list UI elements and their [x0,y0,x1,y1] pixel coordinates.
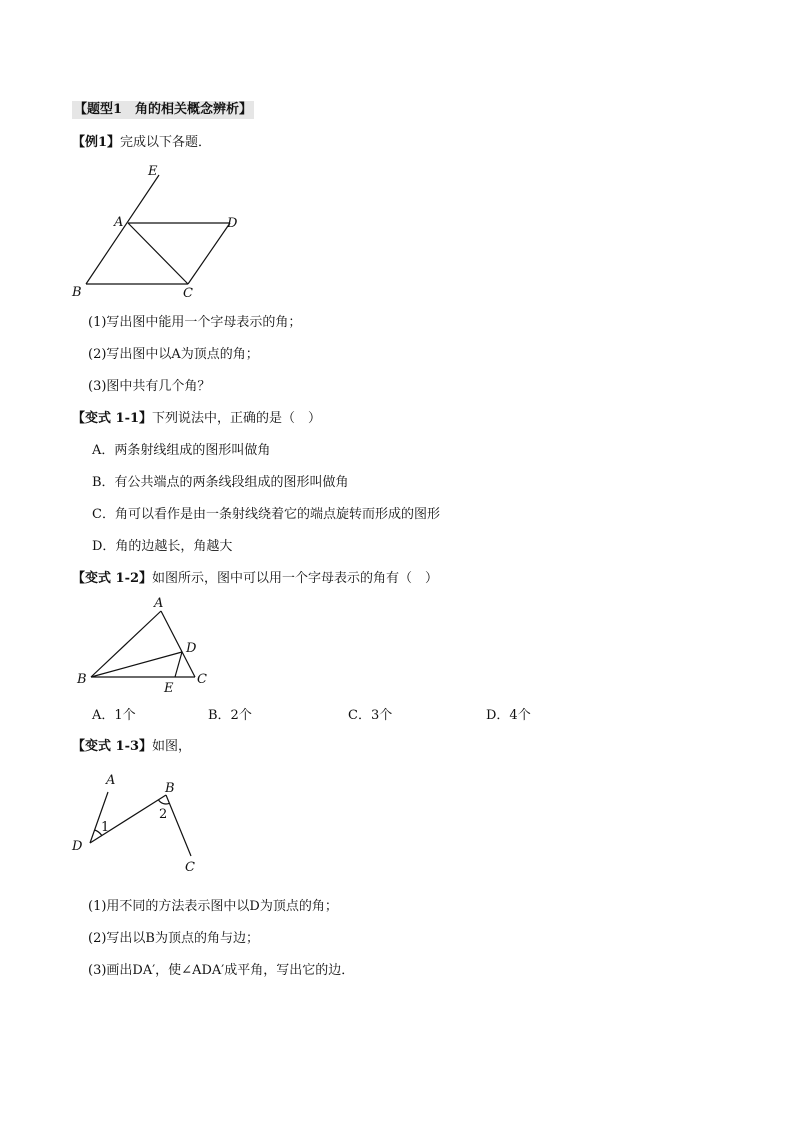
label-d: D [72,839,83,854]
segment-a-c [128,223,188,284]
label-e: E [148,164,158,179]
angle-1-label: 1 [101,820,110,835]
example-1-prompt: 完成以下各题． [120,135,212,150]
variation-1-1-option-c: C．角可以看作是由一条射线绕着它的端点旋转而形成的图形 [92,507,440,522]
example-1-question-1: (1)写出图中能用一个字母表示的角； [88,315,302,330]
ray-b-c [166,795,191,856]
variation-1-2-figure [70,594,220,699]
example-1-question-2: (2)写出图中以A为顶点的角； [88,347,259,362]
variation-1-3-tag: 【变式 1-3】 [72,739,153,754]
section-title: 【题型1 角的相关概念辨析】 [74,102,253,117]
example-1-question-3: (3)图中共有几个角？ [88,379,211,394]
label-c: C [185,860,195,875]
variation-1-2-option-d: D．4个 [486,708,531,723]
label-b: B [77,672,87,687]
example-1-figure [60,160,260,305]
variation-1-3-figure [68,768,218,883]
variation-1-3-question-1: (1)用不同的方法表示图中以D为顶点的角； [88,899,338,914]
label-d: D [227,216,238,231]
variation-1-3-prompt: 如图， [152,739,192,754]
label-b: B [165,781,175,796]
variation-1-1-prompt: 下列说法中，正确的是（ ） [152,411,322,426]
variation-1-1-tag: 【变式 1-1】 [72,411,153,426]
label-c: C [183,286,193,301]
variation-1-3-heading [72,738,191,756]
variation-1-1-option-d: D．角的边越长，角越大 [92,539,233,554]
variation-1-2-option-b: B．2个 [208,708,252,723]
ray-d-a [90,792,108,843]
variation-1-2-tag: 【变式 1-2】 [72,571,153,586]
variation-1-3-question-2: (2)写出以B为顶点的角与边； [88,931,259,946]
variation-1-2-prompt: 如图所示，图中可以用一个字母表示的角有（ ） [152,571,439,586]
example-1-heading [72,134,211,152]
label-e: E [164,681,174,696]
label-a: A [154,596,164,611]
label-a: A [106,773,116,788]
variation-1-2-option-c: C．3个 [348,708,393,723]
segment-d-b [90,795,166,843]
segment-d-c [188,223,230,284]
angle-2-label: 2 [159,807,168,822]
label-b: B [72,285,82,300]
segment-d-e [175,652,182,677]
variation-1-1-heading [72,410,321,428]
label-c: C [197,672,207,687]
example-1-tag: 【例1】 [72,135,121,150]
variation-1-3-question-3: (3)画出DA′，使∠ADA′成平角，写出它的边． [88,963,355,978]
variation-1-2-heading [72,570,438,588]
label-d: D [186,641,197,656]
variation-1-1-option-b: B．有公共端点的两条线段组成的图形叫做角 [92,475,349,490]
variation-1-2-option-a: A．1个 [92,708,136,723]
label-a: A [114,215,124,230]
variation-1-1-option-a: A．两条射线组成的图形叫做角 [92,443,271,458]
